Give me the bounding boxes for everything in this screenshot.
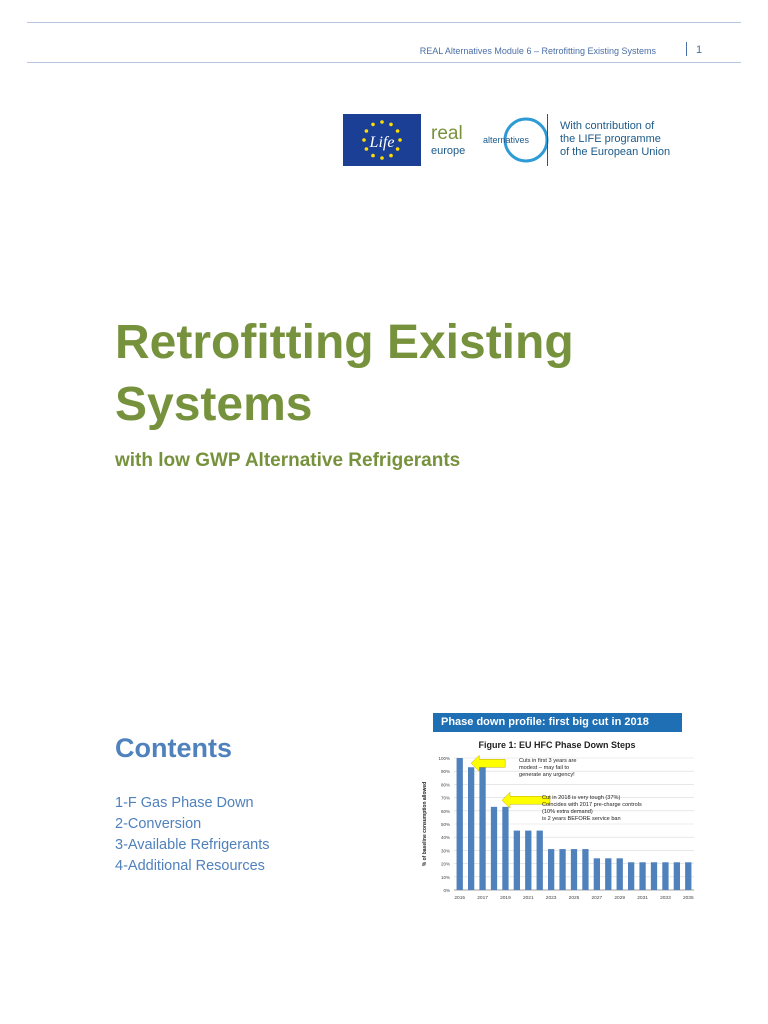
bar (537, 831, 543, 890)
eu-star-icon (365, 129, 369, 133)
figure-caption: Figure 1: EU HFC Phase Down Steps (478, 740, 636, 750)
bar (605, 858, 611, 890)
running-header: REAL Alternatives Module 6 – Retrofitting Existing Systems (419, 46, 656, 56)
contents-heading: Contents (115, 733, 232, 763)
eu-life-logo (343, 114, 421, 166)
eu-star-icon (380, 156, 384, 160)
x-tick-label: 2025 (568, 896, 580, 901)
page-title: Retrofitting Existing Systems (115, 316, 574, 431)
contents-item-fgas[interactable]: 1-F Gas Phase Down (115, 795, 254, 811)
annotation-text: generate any urgency! (519, 771, 575, 778)
eu-star-icon (396, 129, 400, 133)
y-tick-label: 100% (438, 756, 450, 761)
bar (674, 862, 680, 890)
svg-text:europe: europe (431, 145, 466, 157)
logo-divider (547, 114, 548, 166)
logo-caption: With contribution of the LIFE programme of the European Union (560, 120, 671, 158)
x-tick-label: 2033 (660, 896, 671, 901)
bar (514, 831, 520, 890)
real-alternatives-logo (431, 112, 551, 168)
annotation-text: Cut in 2018 is very tough (37%) (542, 794, 621, 801)
x-tick-label: 2029 (614, 896, 626, 901)
eu-star-icon (362, 138, 366, 142)
page-number: 1 (696, 44, 703, 56)
svg-text:alternatives: alternatives (483, 135, 530, 145)
x-tick-label: 2015 (454, 896, 466, 901)
x-tick-label: 2021 (522, 896, 534, 901)
annotation-text: Cuts in first 3 years are (519, 757, 577, 764)
y-axis-label: % of baseline consumption allowed (422, 781, 428, 867)
x-tick-label: 2027 (591, 896, 603, 901)
page-subtitle: with low GWP Alternative Refrigerants (115, 450, 461, 471)
eu-star-icon (371, 123, 375, 127)
bar (502, 807, 508, 890)
x-tick-label: 2035 (682, 896, 694, 901)
eu-star-icon (389, 123, 393, 127)
eu-star-icon (365, 147, 369, 151)
eu-star-icon (398, 138, 402, 142)
contents-item-refrigerants[interactable]: 3-Available Refrigerants (115, 837, 270, 853)
y-tick-label: 0% (443, 888, 450, 893)
y-tick-label: 30% (440, 848, 450, 854)
eu-star-icon (371, 154, 375, 158)
eu-star-icon (380, 120, 384, 124)
y-tick-label: 90% (440, 769, 450, 775)
annotation-text: Coincides with 2017 pre-charge controls (542, 801, 642, 808)
y-tick-label: 10% (440, 874, 450, 880)
y-tick-label: 20% (440, 861, 450, 867)
life-logo-text: Life (369, 134, 395, 151)
y-tick-label: 80% (440, 782, 450, 788)
x-tick-label: 2019 (500, 896, 511, 901)
eu-star-icon (389, 154, 393, 158)
contents-list (115, 793, 269, 877)
eu-stars-icon (343, 114, 421, 166)
bar (662, 862, 668, 890)
bar (548, 849, 554, 890)
figure-banner: Phase down profile: first big cut in 2018 (433, 713, 682, 732)
bar (571, 849, 577, 890)
eu-star-icon (396, 147, 400, 151)
logo-block (343, 112, 683, 168)
x-tick-label: 2031 (637, 896, 648, 901)
header-rule-bottom (27, 62, 741, 63)
annotation-text: (10% extra demand) (542, 808, 593, 815)
bar (628, 862, 634, 890)
bar (468, 767, 474, 890)
bar (491, 807, 497, 890)
bar (639, 862, 645, 890)
phase-down-chart (412, 750, 702, 910)
bar (525, 831, 531, 890)
bar (651, 862, 657, 890)
x-tick-label: 2017 (477, 896, 488, 901)
y-tick-label: 40% (440, 835, 450, 841)
bar (617, 858, 623, 890)
y-tick-label: 70% (440, 795, 450, 801)
y-tick-label: 60% (440, 808, 450, 814)
bar (479, 767, 485, 890)
bar (457, 758, 463, 890)
bar (582, 849, 588, 890)
phase-down-figure (412, 710, 702, 910)
svg-text:real: real (431, 123, 463, 144)
annotation-text: is 2 years BEFORE service ban (542, 815, 621, 822)
contents-item-conversion[interactable]: 2-Conversion (115, 816, 202, 832)
bar (594, 858, 600, 890)
annotation-text: modest – may fail to (519, 764, 570, 771)
contents-item-resources[interactable]: 4-Additional Resources (115, 858, 265, 874)
y-tick-label: 50% (440, 822, 450, 827)
bar (559, 849, 565, 890)
x-tick-label: 2023 (545, 896, 557, 901)
header-rule-top (27, 22, 741, 23)
bar (685, 862, 691, 890)
header-separator (686, 42, 687, 56)
